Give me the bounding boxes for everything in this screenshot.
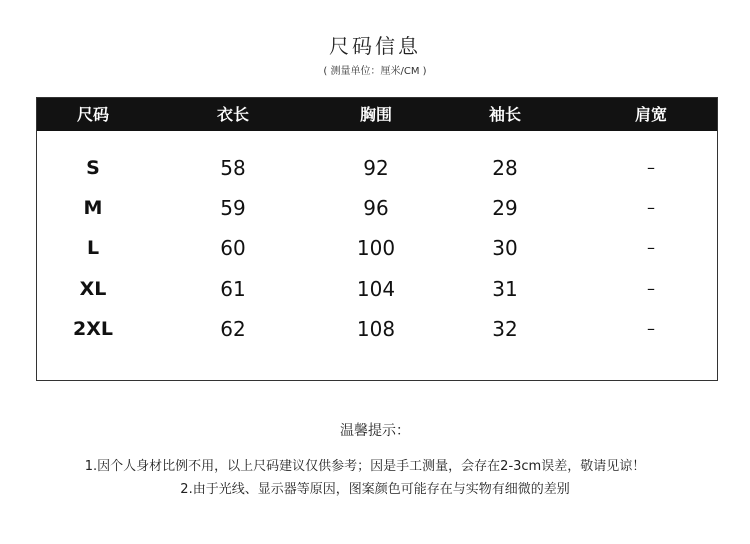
note-item: 1.因个人身材比例不用，以上尺码建议仅供参考；因是手工测量，会存在2-3cm误差，敬请见谅！ [84, 459, 646, 474]
size-table [36, 97, 718, 381]
column-header-length: 衣长 [216, 105, 249, 124]
sleeve-cell: 30 [492, 236, 518, 260]
column-header-chest: 胸围 [359, 105, 392, 124]
table-row [37, 188, 717, 228]
shoulder-cell: – [647, 279, 655, 298]
table-row [37, 269, 717, 309]
size-cell: M [83, 197, 103, 219]
page-title: 尺码信息 [329, 34, 421, 58]
size-cell: L [86, 237, 100, 259]
sleeve-cell: 28 [492, 156, 518, 180]
chest-cell: 104 [356, 277, 396, 301]
column-header-size: 尺码 [76, 105, 109, 124]
chest-cell: 96 [363, 196, 389, 220]
length-cell: 58 [220, 156, 246, 180]
table-row [37, 228, 717, 268]
size-cell: XL [79, 278, 107, 300]
size-cell: 2XL [73, 318, 113, 340]
length-cell: 62 [220, 317, 246, 341]
chest-cell: 100 [356, 236, 396, 260]
chest-cell: 92 [363, 156, 389, 180]
chest-cell: 108 [356, 317, 396, 341]
notes-title: 温馨提示： [340, 423, 410, 439]
shoulder-cell: – [647, 198, 655, 217]
length-cell: 61 [220, 277, 246, 301]
shoulder-cell: – [647, 238, 655, 257]
note-item: 2.由于光线、显示器等原因，图案颜色可能存在与实物有细微的差别 [180, 482, 570, 497]
column-header-sleeve: 袖长 [488, 105, 521, 124]
length-cell: 60 [220, 236, 246, 260]
sleeve-cell: 32 [492, 317, 518, 341]
sleeve-cell: 29 [492, 196, 518, 220]
table-header [37, 98, 717, 131]
page-subtitle: ( 测量单位：厘米/CM ) [323, 66, 427, 77]
column-header-shoulder: 肩宽 [634, 105, 667, 124]
table-row [37, 309, 717, 349]
sleeve-cell: 31 [492, 277, 518, 301]
size-cell: S [86, 157, 100, 179]
shoulder-cell: – [647, 158, 655, 177]
table-row [37, 148, 717, 188]
shoulder-cell: – [647, 319, 655, 338]
length-cell: 59 [220, 196, 246, 220]
